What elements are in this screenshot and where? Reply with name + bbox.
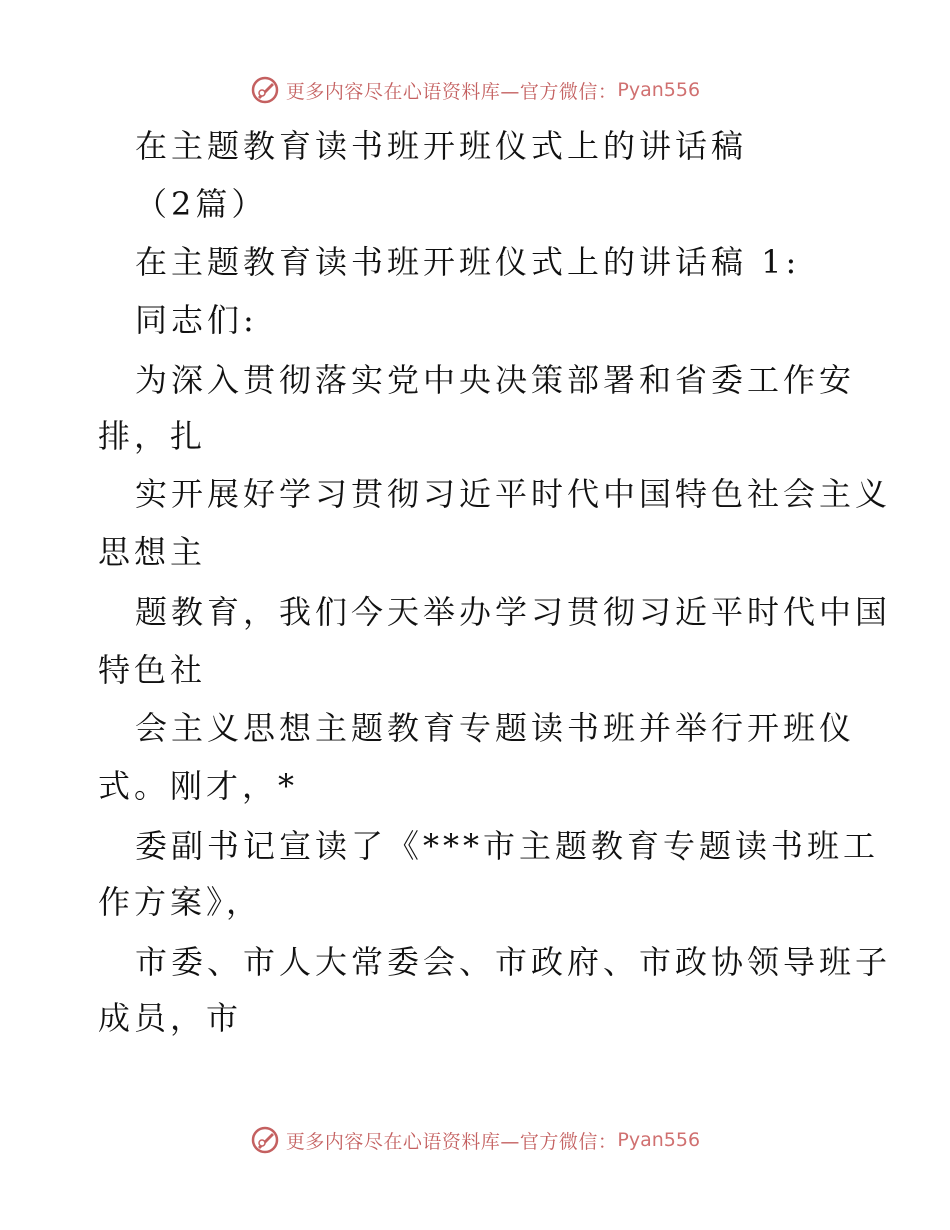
watermark-text: 更多内容尽在心语资料库—官方微信： (285, 1130, 618, 1153)
paragraph-line: 委副书记宣读了《***市主题教育专题读书班工 (135, 827, 880, 865)
paragraph-line: 特色社 (98, 651, 207, 689)
paragraph-line: 为深入贯彻落实党中央决策部署和省委工作安 (135, 361, 856, 399)
quill-logo-icon (250, 75, 280, 105)
header-watermark (0, 70, 950, 110)
paragraph-line: 成员，市 (98, 999, 243, 1037)
footer-watermark (0, 1120, 950, 1160)
paragraph-line: 作方案》， (98, 883, 263, 921)
paragraph-line: 市委、市人大常委会、市政府、市政协领导班子 (135, 943, 892, 981)
paragraph-line: 排，扎 (98, 417, 207, 455)
doc-subtitle: （2篇） (135, 185, 268, 223)
section-heading: 在主题教育读书班开班仪式上的讲话稿 1: (135, 243, 801, 281)
salutation: 同志们: (135, 301, 258, 339)
watermark-wechat-id: Pyan556 (617, 1129, 701, 1151)
doc-title: 在主题教育读书班开班仪式上的讲话稿 (135, 127, 748, 165)
watermark-text: 更多内容尽在心语资料库—官方微信： (285, 80, 618, 103)
paragraph-line: 会主义思想主题教育专题读书班并举行开班仪 (135, 709, 856, 747)
paragraph-line: 实开展好学习贯彻习近平时代中国特色社会主义 (135, 475, 892, 513)
paragraph-line: 思想主 (98, 533, 207, 571)
paragraph-line: 题教育，我们今天举办学习贯彻习近平时代中国 (135, 593, 892, 631)
watermark-wechat-id: Pyan556 (617, 79, 701, 101)
quill-logo-icon (250, 1125, 280, 1155)
paragraph-line: 式。刚才，* (98, 767, 299, 805)
